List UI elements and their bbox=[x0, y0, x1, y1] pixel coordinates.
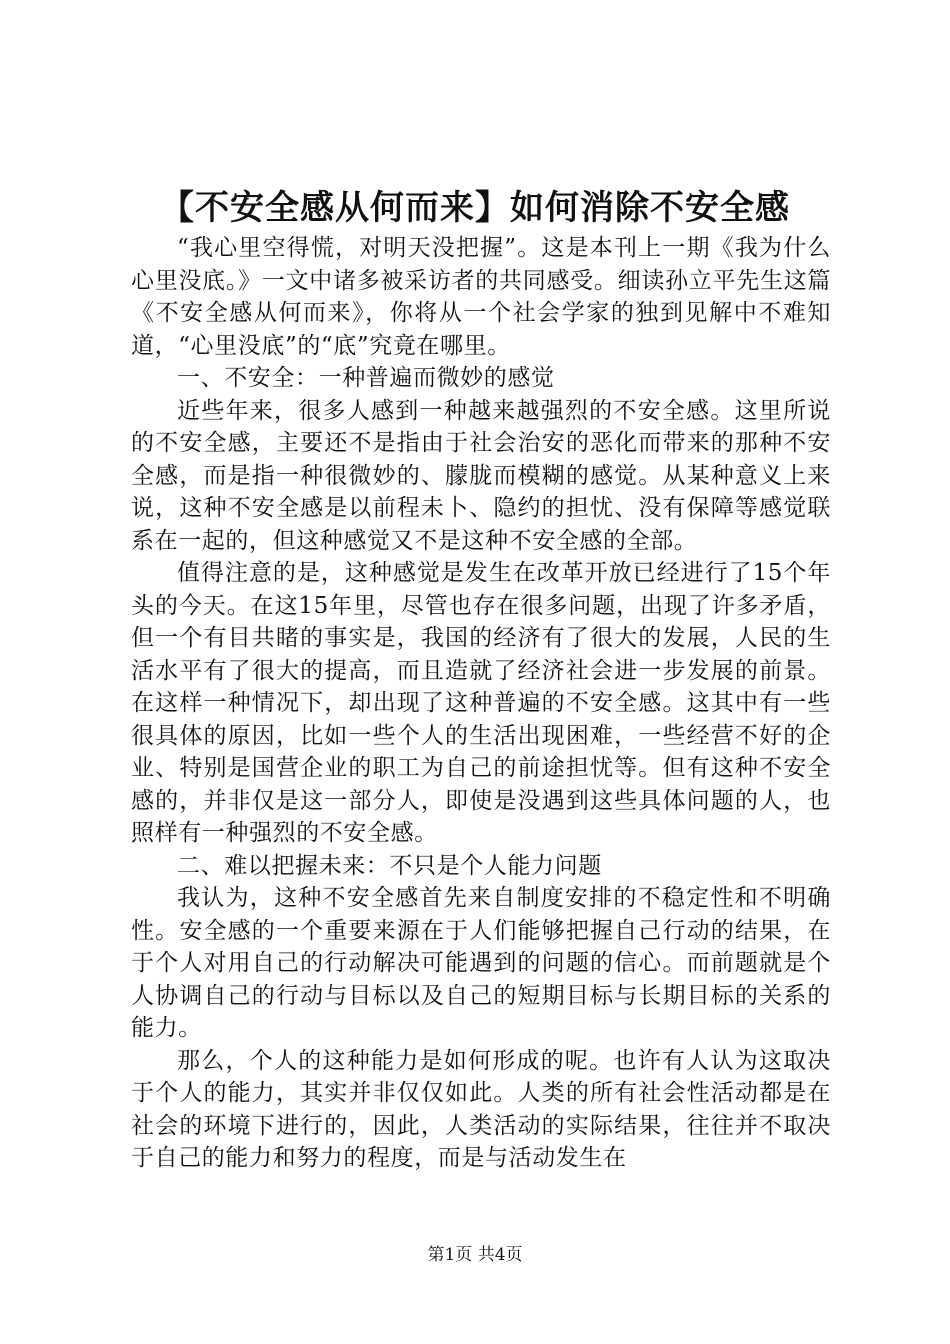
section2-paragraph-1: 我认为，这种不安全感首先来自制度安排的不稳定性和不明确性。安全感的一个重要来源在于人们能够把握自己行动的结果，在于个人对用自己的行动解决可能遇到的问题的信心。而前题就是个人协调自己的行动与目标以及自己的短期目标与长期目标的关系的能力。 bbox=[131, 885, 831, 1041]
document-title: 【不安全感从何而来】如何消除不安全感 bbox=[160, 188, 790, 228]
intro-paragraph: “我心里空得慌，对明天没把握”。这是本刊上一期《我为什么心里没底。》一文中诸多被采访者的共同感受。细读孙立平先生这篇《不安全感从何而来》，你将从一个社会学家的独到见解中不难知道，“心里没底”的“底”究竟在哪里。 bbox=[131, 235, 831, 359]
document-body bbox=[131, 232, 831, 1175]
section-heading-2: 二、难以把握未来：不只是个人能力问题 bbox=[177, 852, 602, 879]
page-number-footer: 第1页 共4页 bbox=[427, 1245, 523, 1265]
section1-paragraph-1: 近些年来，很多人感到一种越来越强烈的不安全感。这里所说的不安全感，主要还不是指由于社会治安的恶化而带来的那种不安全感，而是指一种很微妙的、朦胧而模糊的感觉。从某种意义上来说，这种不安全感是以前程未卜、隐约的担忧、没有保障等感觉联系在一起的，但这种感觉又不是这种不安全感的全部。 bbox=[131, 397, 831, 554]
section-heading-1: 一、不安全：一种普遍而微妙的感觉 bbox=[177, 365, 555, 391]
section1-paragraph-2: 值得注意的是，这种感觉是发生在改革开放已经进行了15个年头的今天。在这15年里，尽管也存在很多问题，出现了许多矛盾，但一个有目共睹的事实是，我国的经济有了很大的发展，人民的生活水平有了很大的提高，而且造就了经济社会进一步发展的前景。在这样一种情况下，却出现了这种普遍的不安全感。这其中有一些很具体的原因，比如一些个人的生活出现困难，一些经营不好的企业、特别是国营企业的职工为自己的前途担忧等。但有这种不安全感的，并非仅是这一部分人，即使是没遇到这些具体问题的人，也照样有一种强烈的不安全感。 bbox=[131, 560, 831, 846]
section2-paragraph-2: 那么，个人的这种能力是如何形成的呢。也许有人认为这取决于个人的能力，其实并非仅仅如此。人类的所有社会性活动都是在社会的环境下进行的，因此，人类活动的实际结果，往往并不取决于自己的能力和努力的程度，而是与活动发生在 bbox=[131, 1047, 831, 1171]
